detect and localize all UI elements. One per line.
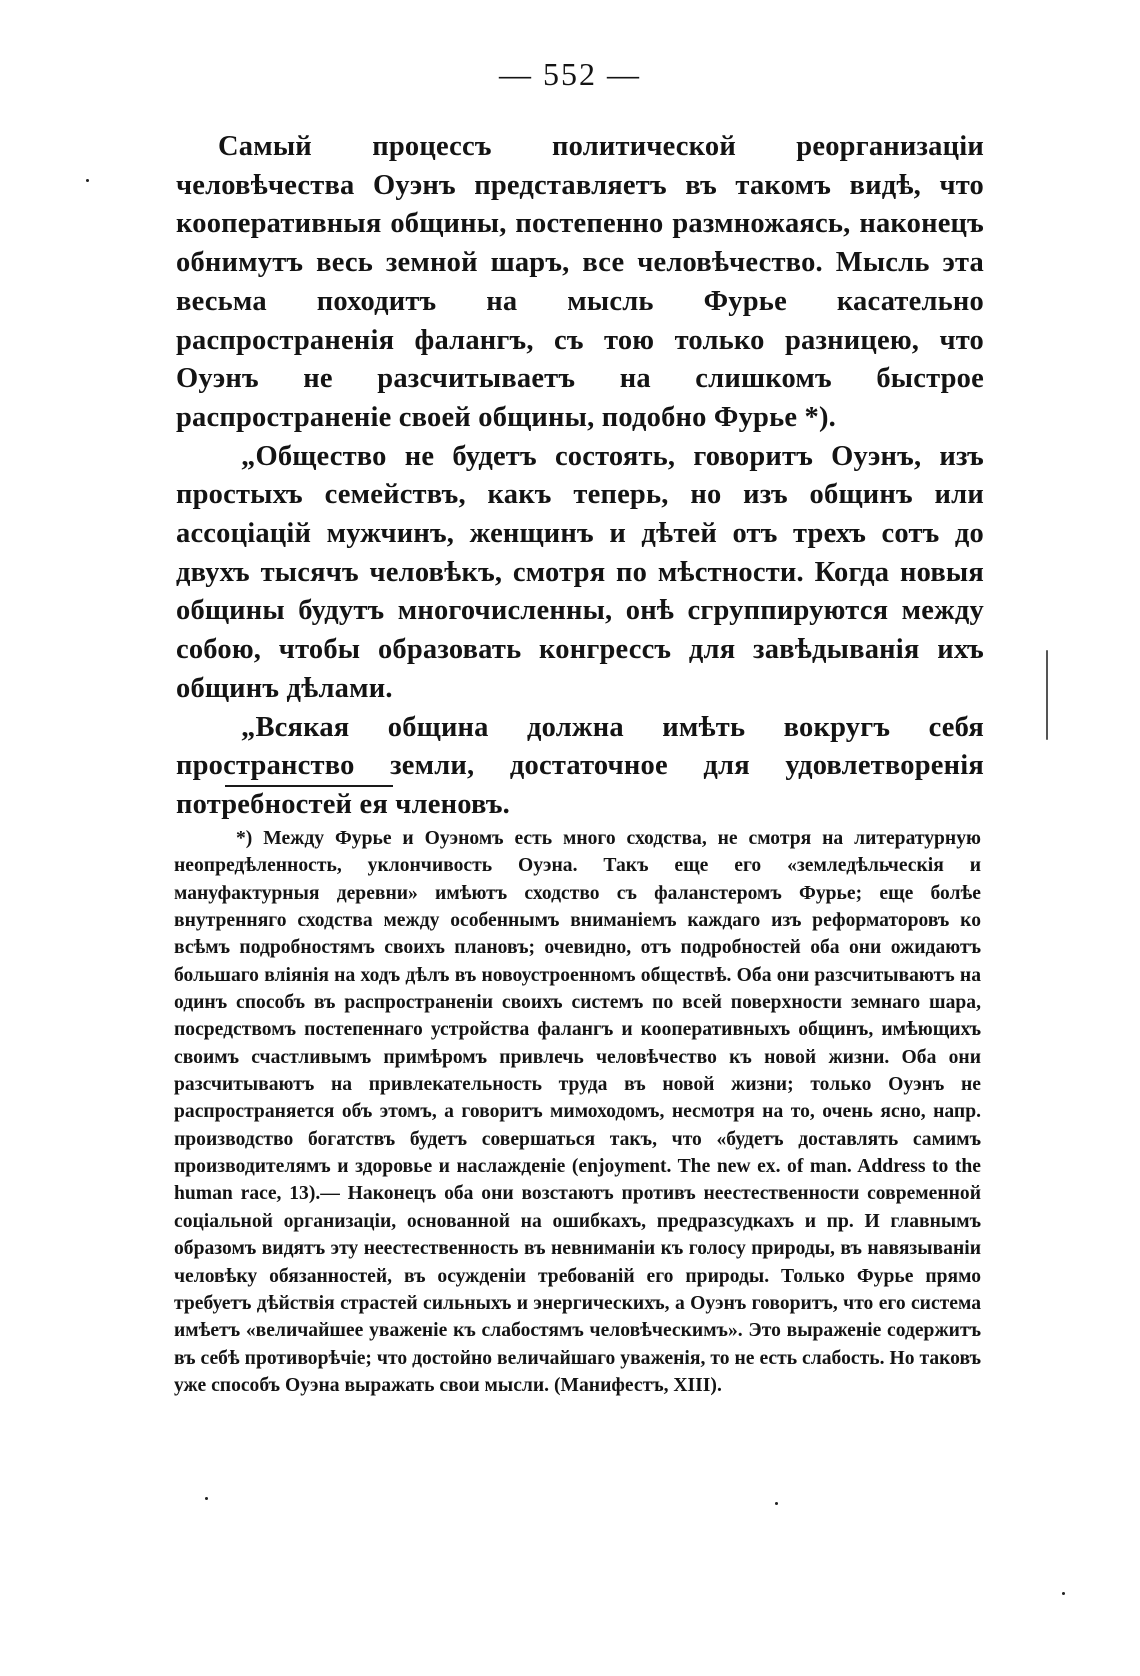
footnote-text: *) Между Фурье и Оуэномъ есть много сходства, не смотря на литературную неопредѣленность, уклончивость Оуэна. Такъ еще его «земледѣльческія и мануфактурныя деревни» имѣютъ сходство съ фаланстеромъ Фурье; еще болѣе внутренняго сходства между особеннымъ вниманіемъ каждаго изъ реформаторовъ ко всѣмъ подробностямъ своихъ плановъ; очевидно, отъ подробностей оба они ожидаютъ большаго вліянія на ходъ дѣлъ въ новоустроенномъ обществѣ. Оба они разсчитываютъ на одинъ способъ въ распространеніи своихъ системъ по всей поверхности земнаго шара, посредствомъ постепеннаго устройства фалангъ и кооперативныхъ общинъ, имѣющихъ своимъ счастливымъ примѣромъ привлечь человѣчество къ новой жизни. Оба они разсчитываютъ на привлекательность труда въ новой жизни; только Оуэнъ не распространяется объ этомъ, а говоритъ мимоходомъ, несмотря на то, очень ясно, напр. производство богатствъ будетъ совершаться такъ, что «будетъ доставлять самимъ производителямъ и здоровье и наслажденіе (enjoyment. The new ex. of man. Address to the human race, 13).— Наконецъ оба они возстаютъ противъ неестественности современной соціальной организаціи, основанной на ошибкахъ, предразсудкахъ и пр. И главнымъ образомъ видятъ эту неестественность въ невниманіи къ голосу природы, въ навязываніи человѣку обязанностей, въ осужденіи требованій его природы. Только Фурье прямо требуетъ дѣйствія страстей сильныхъ и энергическихъ, а Оуэнъ говоритъ, что его система имѣетъ «величайшее уваженіе къ слабостямъ человѣческимъ». Это выраженіе содержитъ въ себѣ противорѣчіе; что достойно величайшаго уваженія, то не есть слабость. Но таковъ уже способъ Оуэна выражать свои мысли. (Манифестъ, XIII).: [174, 828, 981, 1396]
paragraph-society-quote: „Общество не будетъ состоять, говоритъ Оуэнъ, изъ простыхъ семействъ, какъ теперь, но изъ общинъ или ассоціацій мужчинъ, женщинъ и дѣтей отъ трехъ сотъ до двухъ тысячъ человѣкъ, смотря по мѣстности. Когда новыя общины будутъ многочисленны, онѣ сгруппируются между собою, чтобы образовать конгрессъ для завѣдыванія ихъ общинъ дѣлами.: [176, 440, 984, 704]
page-number: — 552 —: [499, 56, 641, 92]
footnote-separator: [225, 785, 393, 787]
paragraph-owen-reorganization: Самый процессъ политической реорганизаціи человѣчества Оуэнъ представляетъ въ такомъ видѣ, что кооперативныя общины, постепенно размножаясь, наконецъ обнимутъ весь земной шаръ, все человѣчество. Мысль эта весьма походитъ на мысль Фурье касательно распространенія фалангъ, съ тою только разницею, что Оуэнъ не разсчитываетъ на слишкомъ быстрое распространеніе своей общины, подобно Фурье *).: [176, 131, 984, 433]
paragraph-community-land: „Всякая община должна имѣть вокругъ себя пространство земли, достаточное для удовлетворенія потребностей ея членовъ.: [176, 711, 984, 820]
main-text: [176, 128, 984, 825]
